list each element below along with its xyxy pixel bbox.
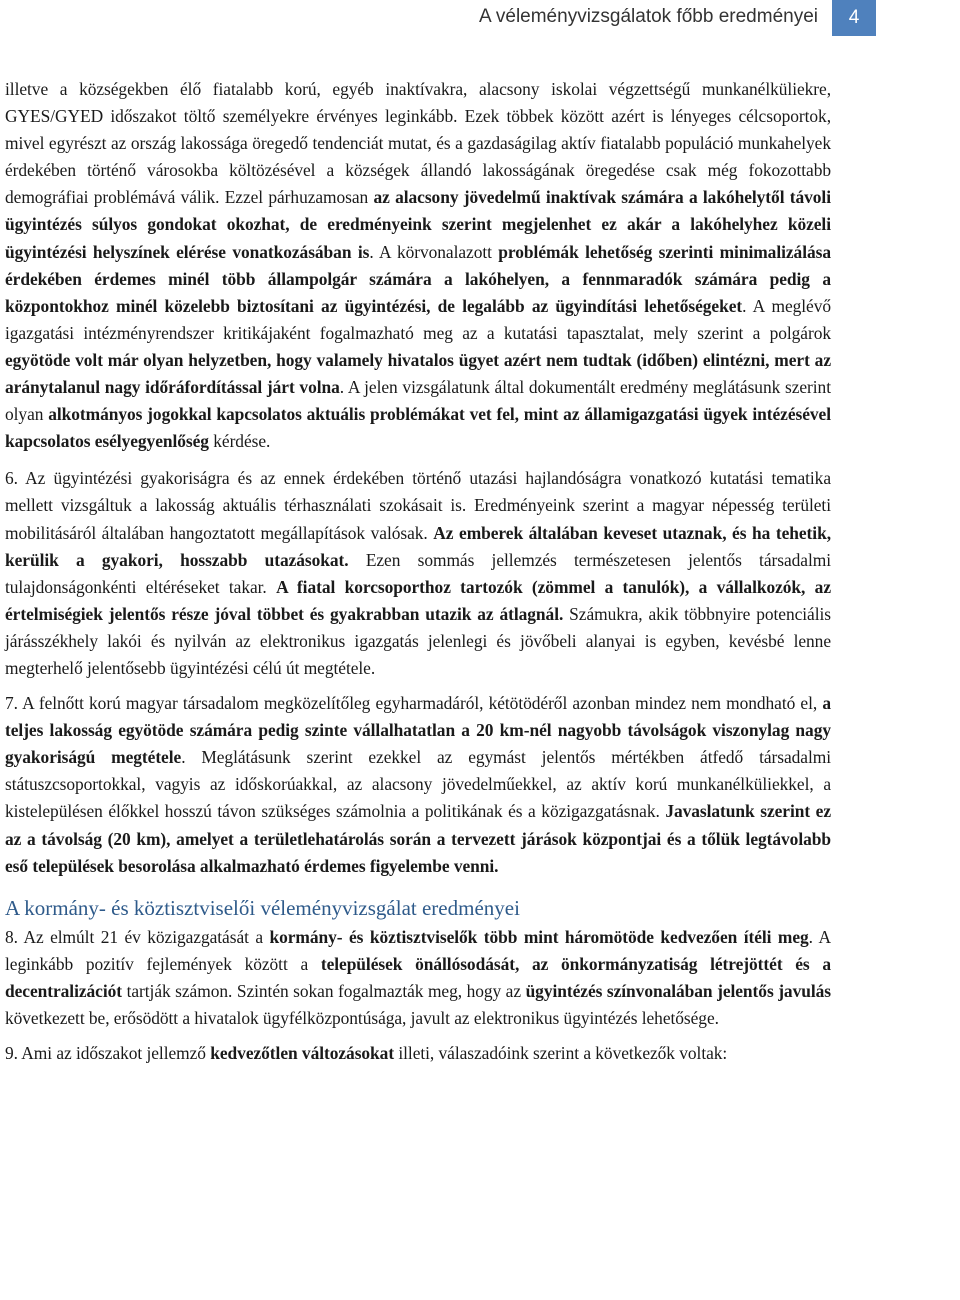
- paragraph-8: [5, 924, 831, 1032]
- text-run: 8. Az elmúlt 21 év közigazgatását a: [5, 926, 270, 947]
- emphasis-text: települések önállósodását, az önkormányzatiság létrejöttét és a decentralizációt: [5, 953, 831, 1001]
- emphasis-text: ügyintézés színvonalában jelentős javulás: [525, 980, 831, 1001]
- section-heading: A kormány- és köztisztviselői véleményvizsgálat eredményei: [5, 895, 520, 920]
- text-run: kérdése.: [208, 431, 271, 452]
- text-run: 7. A felnőtt korú magyar társadalom megközelítőleg egyharmadáról, kétötödéről azonban mindez nem mondható el,: [5, 693, 823, 714]
- page-number-badge: 4: [832, 0, 876, 36]
- paragraph-continuation: [5, 76, 831, 455]
- text-run: 9. Ami az időszakot jellemző: [5, 1043, 211, 1064]
- emphasis-text: Javaslatunk szerint ez az a távolság (20 km), amelyet a területlehatárolás során a tervezett járások központjai és a tőlük legtávolabb eső települések besorolása alkalmazható érdemes figyelembe venni.: [5, 801, 831, 876]
- emphasis-text: kormány- és köztisztviselők több mint háromötöde kedvezően ítéli meg: [269, 926, 809, 947]
- emphasis-text: problémák lehetőség szerinti minimalizálása érdekében érdemes minél több állampolgár számára a lakóhelyen, a fennmaradók számára pedig a központokhoz minél közelebb biztosítani az ügyintézési, de legalább az ügyindítási lehetőségeket: [5, 241, 831, 316]
- emphasis-text: a teljes lakosság egyötöde számára pedig szinte vállalhatatlan a 20 km-nél nagyobb távolságok viszonylag nagy gyakoriságú megtétele: [5, 693, 831, 768]
- text-run: illeti, válaszadóink szerint a következők voltak:: [394, 1043, 728, 1064]
- text-run: tartják számon. Szintén sokan fogalmazták meg, hogy az: [122, 980, 526, 1001]
- paragraph-7: [5, 690, 831, 880]
- paragraph-6: [5, 465, 831, 682]
- text-run: Ezen sommás jellemzés természetesen jelentős társadalmi tulajdonságonkénti eltéréseket takar.: [5, 549, 831, 597]
- text-run: . A meglévő igazgatási intézményrendszer kritikájaként fogalmazható meg az a kutatási tapasztalat, mely szerint a polgárok: [5, 295, 831, 343]
- text-run: Számukra, akik többnyire potenciális járásszékhely lakói és nyilván az elektronikus igazgatás jelenlegi és jövőbeli alanyai is egyben, kevésbé lenne megterhelő jelentősebb ügyintézési célú út megtétele.: [5, 603, 831, 678]
- paragraph-9: [5, 1040, 831, 1067]
- running-title: A véleményvizsgálatok főbb eredményei: [478, 6, 818, 27]
- text-run: illetve a községekben élő fiatalabb korú, egyéb inaktívakra, alacsony iskolai végzettségű munkanélküliekre, GYES/GYED időszakot töltő személyekre érvényes leginkább. Ezek többek között azért is lényeges célcsoportok, mivel egyrészt az ország lakossága öregedő tendenciát mutat, és a gazdaságilag aktív fiatalabb populáció munkahelyek érdekében történő városokba költözésével a községek állandó lakosságának öregedése csak még fokozottabb demográfiai problémává válik. Ezzel párhuzamosan: [5, 79, 831, 208]
- document-body: [5, 76, 831, 1075]
- emphasis-text: Az emberek általában keveset utaznak, és ha tehetik, kerülik a gyakori, hosszabb utazásokat.: [5, 522, 831, 570]
- emphasis-text: kedvezőtlen változásokat: [210, 1043, 395, 1064]
- emphasis-text: A fiatal korcsoporthoz tartozók (zömmel a tanulók), a vállalkozók, az értelmiségiek jelentős része jóval többet és gyakrabban utazik az átlagnál.: [5, 576, 831, 624]
- text-run: 6. Az ügyintézési gyakoriságra és az ennek érdekében történő utazási hajlandóságra vonatkozó kutatási tematika mellett vizsgáltuk a lakosság aktuális térhasználati szokásait is. Eredményeink szerint a magyar népesség területi mobilitásáról általában hangoztatott megállapítások valósak.: [5, 468, 831, 543]
- page-header: [0, 0, 960, 36]
- text-run: . A leginkább pozitív fejlemények között a: [5, 926, 831, 974]
- text-run: . A körvonalazott: [369, 241, 499, 262]
- text-run: következett be, erősödött a hivatalok ügyfélközpontúsága, javult az elektronikus ügyintézés lehetősége.: [5, 1008, 719, 1028]
- text-run: . A jelen vizsgálatunk által dokumentált eredmény meglátásunk szerint olyan: [5, 377, 831, 425]
- emphasis-text: egyötöde volt már olyan helyzetben, hogy valamely hivatalos ügyet azért nem tudtak (időben) elintézni, mert az aránytalanul nagy időráfordítással járt volna: [5, 349, 831, 398]
- emphasis-text: alkotmányos jogokkal kapcsolatos aktuális problémákat vet fel, mint az államigazgatási ügyek intézésével kapcsolatos esélyegyenlőség: [5, 404, 831, 452]
- emphasis-text: az alacsony jövedelmű inaktívak számára a lakóhelytől távoli ügyintézés súlyos gondokat okozhat, de eredményeink szerint megjelenhet ez akár a lakóhelyhez közeli ügyintézési helyszínek elérése vonatkozásában is: [5, 187, 832, 262]
- text-run: . Meglátásunk szerint ezekkel az egymást jelentős mértékben átfedő társadalmi státuszcsoportokkal, vagyis az időskorúakkal, az alacsony jövedelműekkel, az aktív korú munkanélküliekkel, a kistelepülésen élőkkel hosszú távon szükséges számolnia a politikának és a közigazgatásnak.: [5, 747, 832, 822]
